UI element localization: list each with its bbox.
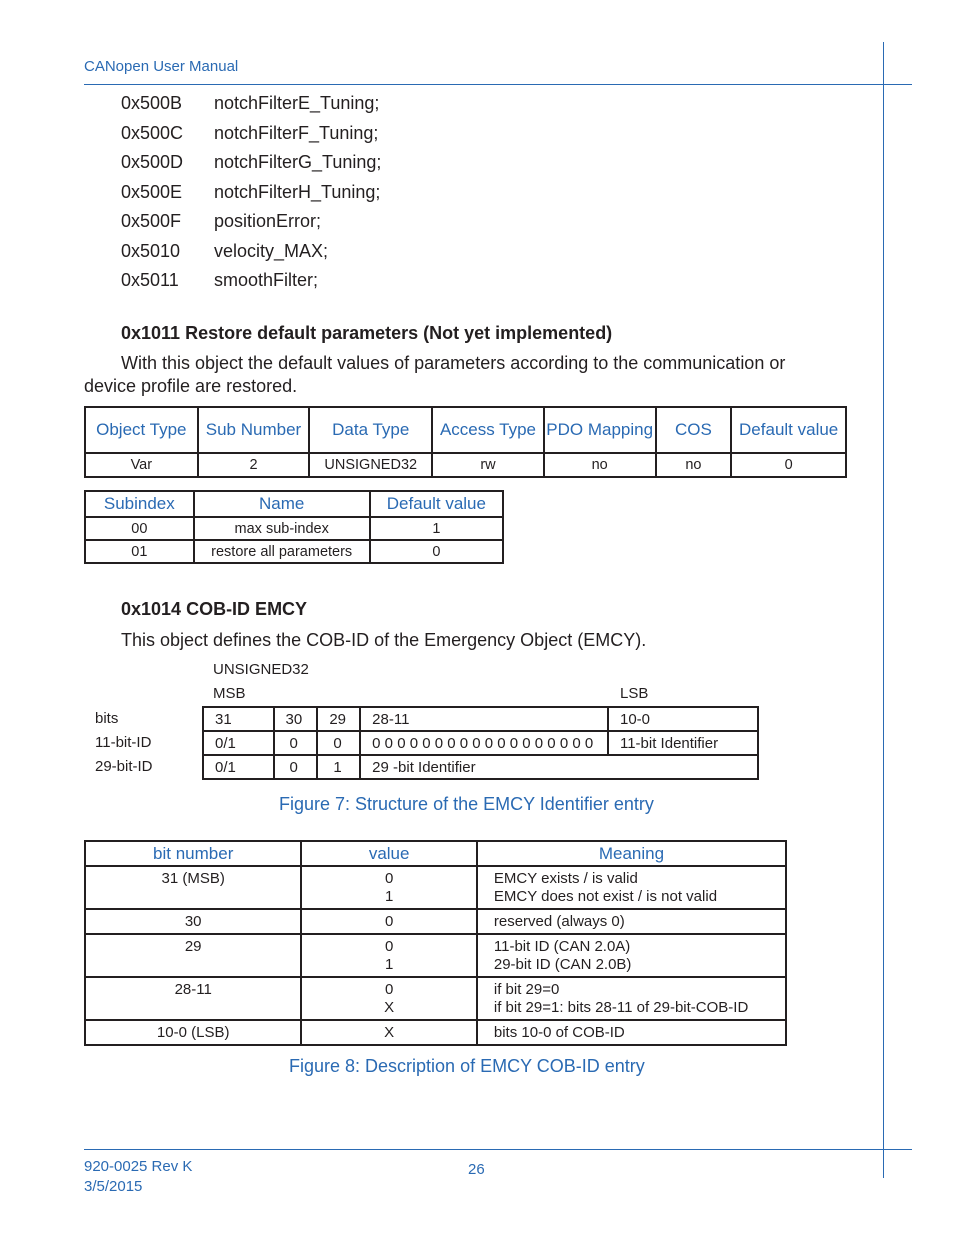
row-label-bits: bits xyxy=(95,710,119,727)
table-row xyxy=(85,909,786,934)
value-line: X xyxy=(384,999,395,1016)
code-name: notchFilterF_Tuning; xyxy=(214,122,379,143)
table-cell: 0 xyxy=(274,755,318,779)
figure-7-caption: Figure 7: Structure of the EMCY Identifier entry xyxy=(279,794,654,814)
footer-date: 3/5/2015 xyxy=(84,1178,143,1195)
table-row xyxy=(85,540,503,563)
table-row xyxy=(85,977,786,1020)
table-row xyxy=(85,1020,786,1045)
code-hex: 0x500B xyxy=(121,93,183,113)
code-name: velocity_MAX; xyxy=(214,240,329,261)
row-label-29-bit-id: 29-bit-ID xyxy=(95,758,153,775)
meaning-line: 29-bit ID (CAN 2.0B) xyxy=(493,956,632,973)
cob-id-description-table xyxy=(84,840,787,1046)
subindex-table xyxy=(84,490,504,564)
meaning-line: if bit 29=0 xyxy=(493,981,560,998)
column-header: Object Type xyxy=(85,407,198,453)
table-cell xyxy=(301,934,476,977)
code-hex: 0x500D xyxy=(121,152,184,172)
table-cell: 1 xyxy=(317,755,360,779)
table-cell: 29 -bit Identifier xyxy=(360,755,758,779)
column-header: Default value xyxy=(370,491,503,517)
code-hex: 0x500F xyxy=(121,211,182,231)
table-cell: 31 xyxy=(203,707,274,731)
column-header: PDO Mapping xyxy=(544,407,656,453)
code-name: notchFilterG_Tuning; xyxy=(214,152,382,172)
table-cell: no xyxy=(656,453,732,477)
table-cell: 0 0 0 0 0 0 0 0 0 0 0 0 0 0 0 0 0 0 xyxy=(360,731,608,755)
lsb-label: LSB xyxy=(620,685,649,702)
value-line: 1 xyxy=(384,888,394,905)
table-cell: 11-bit Identifier xyxy=(608,731,758,755)
meaning-line: EMCY exists / is valid xyxy=(493,870,638,887)
table-cell: 29 xyxy=(85,934,301,977)
table-row xyxy=(85,934,786,977)
value-line: 0 xyxy=(384,981,394,998)
table-header-row xyxy=(85,841,786,866)
table-cell xyxy=(477,866,786,909)
section-heading-1011: 0x1011 Restore default parameters (Not yet implemented) xyxy=(121,323,613,343)
table-cell: 31 (MSB) xyxy=(85,866,301,909)
header-rule xyxy=(84,84,912,85)
table-cell: 28-11 xyxy=(85,977,301,1020)
table-header-row xyxy=(85,491,503,517)
meaning-line: 11-bit ID (CAN 2.0A) xyxy=(493,938,631,955)
code-row xyxy=(121,182,381,212)
table-cell: 29 xyxy=(317,707,360,731)
code-name: notchFilterH_Tuning; xyxy=(214,181,381,202)
code-hex: 0x5010 xyxy=(121,240,181,261)
table-cell: 0 xyxy=(731,453,846,477)
table-cell: 30 xyxy=(274,707,318,731)
table-cell: 0 xyxy=(370,540,503,563)
column-header: Access Type xyxy=(432,407,544,453)
msb-label: MSB xyxy=(213,685,246,702)
table-cell xyxy=(477,934,786,977)
section-heading-1014: 0x1014 COB-ID EMCY xyxy=(121,599,308,619)
table-row xyxy=(203,731,758,755)
code-row xyxy=(121,152,381,182)
section-1014-paragraph: This object defines the COB-ID of the Emergency Object (EMCY). xyxy=(121,630,647,650)
page-number: 26 xyxy=(468,1161,485,1178)
table-cell: 1 xyxy=(370,517,503,540)
table-cell: bits 10-0 of COB-ID xyxy=(477,1020,786,1045)
table-cell: rw xyxy=(432,453,544,477)
column-header: value xyxy=(301,841,476,866)
table-cell: Var xyxy=(85,453,198,477)
meaning-line: if bit 29=1: bits 28-11 of 29-bit-COB-ID xyxy=(493,999,749,1016)
value-line: 0 xyxy=(384,870,394,887)
table-cell: 10-0 xyxy=(608,707,758,731)
column-header: Name xyxy=(194,491,370,517)
row-label-11-bit-id: 11-bit-ID xyxy=(95,734,152,751)
code-name: smoothFilter; xyxy=(214,270,319,290)
page-margin-rule xyxy=(883,42,884,1178)
footer-rule xyxy=(84,1149,912,1150)
figure-8-caption: Figure 8: Description of EMCY COB-ID entry xyxy=(289,1056,645,1076)
table-cell: 0/1 xyxy=(203,731,274,755)
table-row xyxy=(85,866,786,909)
table-cell: 0 xyxy=(301,909,476,934)
code-row xyxy=(121,93,381,123)
cob-id-structure-table xyxy=(202,706,759,780)
column-header: Subindex xyxy=(85,491,194,517)
value-line: 0 xyxy=(384,938,394,955)
column-header: COS xyxy=(656,407,732,453)
table-cell xyxy=(301,977,476,1020)
table-cell: no xyxy=(544,453,656,477)
code-hex: 0x5011 xyxy=(121,270,179,290)
table-cell: max sub-index xyxy=(194,517,370,540)
table-cell: 0/1 xyxy=(203,755,274,779)
header-title: CANopen User Manual xyxy=(84,58,239,75)
meaning-line: EMCY does not exist / is not valid xyxy=(493,888,718,905)
table-cell xyxy=(301,866,476,909)
table-row xyxy=(203,707,758,731)
table-cell: reserved (always 0) xyxy=(477,909,786,934)
code-row xyxy=(121,270,381,300)
table-cell: 2 xyxy=(198,453,310,477)
column-header: Sub Number xyxy=(198,407,310,453)
table-cell: UNSIGNED32 xyxy=(309,453,432,477)
data-type-label: UNSIGNED32 xyxy=(213,661,309,678)
table-cell xyxy=(477,977,786,1020)
table-row xyxy=(203,755,758,779)
value-line: 1 xyxy=(384,956,394,973)
code-hex: 0x500E xyxy=(121,181,183,202)
code-row xyxy=(121,211,381,241)
column-header: Data Type xyxy=(309,407,432,453)
footer-doc-number: 920-0025 Rev K xyxy=(84,1158,193,1175)
table-header-row xyxy=(85,407,846,453)
object-code-list xyxy=(121,93,381,300)
code-row xyxy=(121,123,381,153)
code-hex: 0x500C xyxy=(121,122,184,143)
table-cell: restore all parameters xyxy=(194,540,370,563)
column-header: Default value xyxy=(731,407,846,453)
table-row xyxy=(85,517,503,540)
table-cell: 0 xyxy=(274,731,318,755)
table-row xyxy=(85,453,846,477)
table-cell: 0 xyxy=(317,731,360,755)
code-row xyxy=(121,241,381,271)
table-cell: 30 xyxy=(85,909,301,934)
table-cell: 28-11 xyxy=(360,707,608,731)
table-cell: 01 xyxy=(85,540,194,563)
section-1011-paragraph-line1: With this object the default values of parameters according to the communication or xyxy=(121,353,786,373)
table-cell: 00 xyxy=(85,517,194,540)
table-cell: X xyxy=(301,1020,476,1045)
object-properties-table xyxy=(84,406,847,478)
table-cell: 10-0 (LSB) xyxy=(85,1020,301,1045)
code-name: notchFilterE_Tuning; xyxy=(214,93,380,113)
section-1011-paragraph-line2: device profile are restored. xyxy=(84,376,298,396)
column-header: bit number xyxy=(85,841,301,866)
column-header: Meaning xyxy=(477,841,786,866)
code-name: positionError; xyxy=(214,211,322,231)
